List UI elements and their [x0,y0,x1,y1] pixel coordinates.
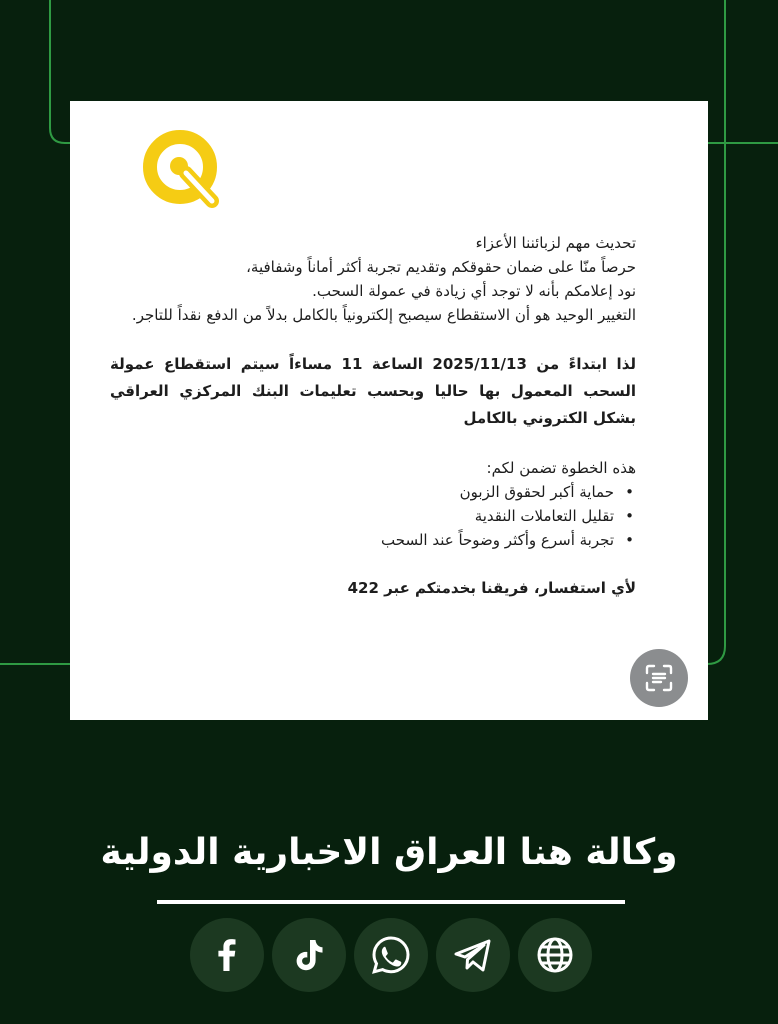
benefit-item: • تجربة أسرع وأكثر وضوحاً عند السحب [110,528,636,552]
globe-icon [533,933,577,977]
whatsapp-link[interactable] [354,918,428,992]
effective-notice: لذا ابتداءً من 2025/11/13 الساعة 11 مساءاً سيتم استقطاع عمولة السحب المعمول بها حاليا وبحسب تعليمات البنك المركزي العراقي بشكل الكتروني بالكامل [110,355,636,427]
contact-line: لأي استفسار، فريقنا بخدمتكم عبر 422 [347,579,636,597]
footer-divider [157,900,625,904]
telegram-icon [451,933,495,977]
scan-text-icon [644,663,674,693]
facebook-icon [207,935,247,975]
intro-line: التغيير الوحيد هو أن الاستقطاع سيصبح إلكترونياً بالكامل بدلاً من الدفع نقداً للتاجر. [131,306,636,324]
greeting: تحديث مهم لزبائننا الأعزاء [475,234,636,252]
social-links [190,918,594,994]
agency-name: وكالة هنا العراق الاخبارية الدولية [100,832,678,873]
benefit-item: • حماية أكبر لحقوق الزبون [110,480,636,504]
facebook-link[interactable] [190,918,264,992]
tiktok-icon [289,935,329,975]
benefit-item: • تقليل التعاملات النقدية [110,504,636,528]
intro-line: حرصاً منّا على ضمان حقوقكم وتقديم تجربة أكثر أماناً وشفافية، [246,258,636,276]
qi-card-logo [142,129,224,211]
announcement-card [70,101,708,720]
benefits-list [110,480,636,552]
tiktok-link[interactable] [272,918,346,992]
announcement-text [110,231,636,600]
intro-line: نود إعلامكم بأنه لا توجد أي زيادة في عمولة السحب. [312,282,636,300]
whatsapp-icon [369,933,413,977]
telegram-link[interactable] [436,918,510,992]
benefits-heading: هذه الخطوة تضمن لكم: [486,459,636,477]
scan-text-button[interactable] [630,649,688,707]
website-link[interactable] [518,918,592,992]
